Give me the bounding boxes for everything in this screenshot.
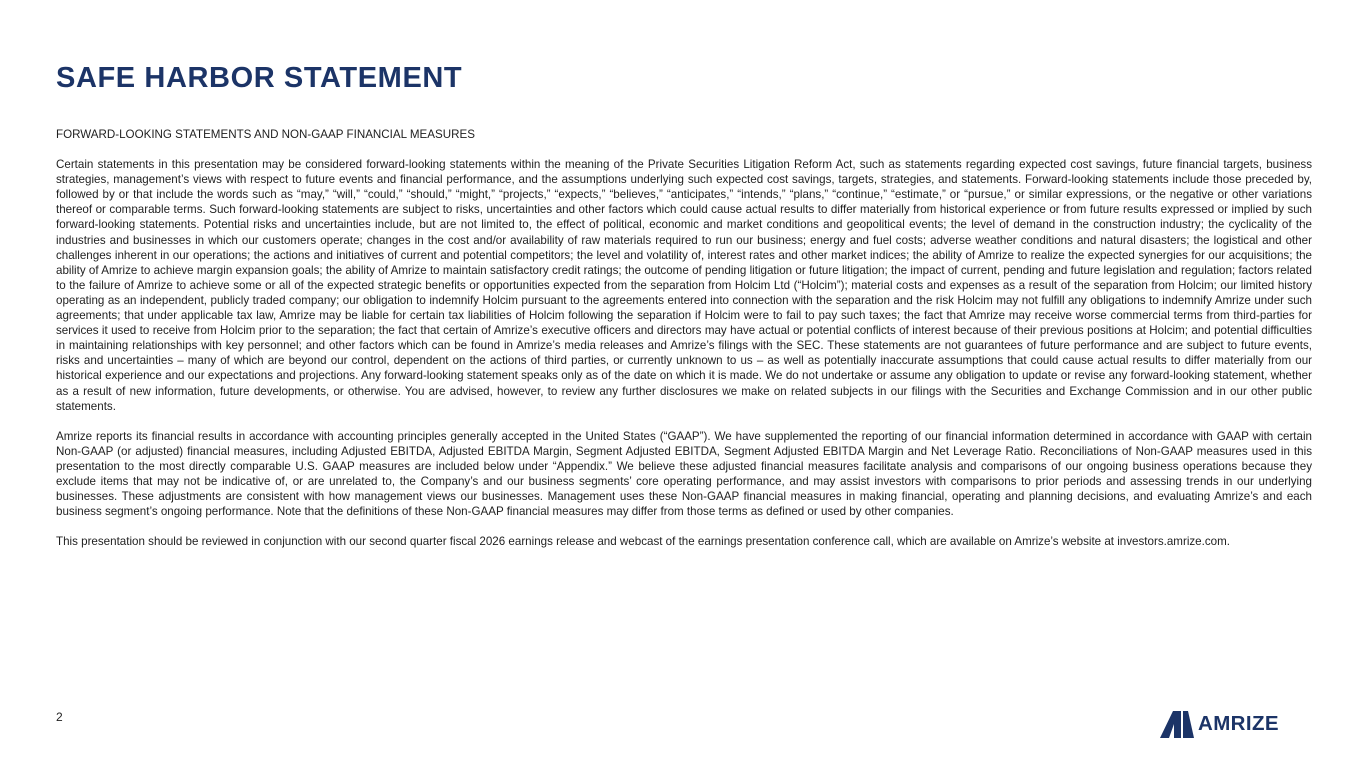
forward-looking-paragraph: Certain statements in this presentation may be considered forward-looking statements within the meaning of the Private Securities Litigation Reform Act, such as statements regarding expected cost savings, future financial targets, business strategies, management’s views with respect to future events and financial performance, and the assumptions underlying such expected cost savings, targets, strategies, and statements. Forward-looking statements include those preceded by, followed by or that include the words such as “may,” “will,” “could,” “should,” “might,” “projects,” “expects,” “believes,” “anticipates,” “intends,” “plans,” “continue,” “estimate,” or “pursue,” or similar expressions, or the negative or other variations thereof or comparable terms. Such forward-looking statements are subject to risks, uncertainties and other factors which could cause actual results to differ materially from historical experience or from future results expressed or implied by such forward-looking statements. Potential risks and uncertainties include, but are not limited to, the effect of political, economic and market conditions and geopolitical events; the level of demand in the construction industry; the cyclicality of the industries and businesses in which our customers operate; changes in the cost and/or availability of raw materials required to run our business; energy and fuel costs; adverse weather conditions and natural disasters; the logistical and other challenges inherent in our operations; the actions and initiatives of current and potential competitors; the level and volatility of, interest rates and other market indices; the ability of Amrize to realize the expected synergies for our acquisitions; the ability of Amrize to achieve margin expansion goals; the ability of Amrize to maintain satisfactory credit ratings; the outcome of pending litigation or future litigation; the impact of current, pending and future legislation and regulation; factors related to the failure of Amrize to achieve some or all of the expected strategic benefits or opportunities expected from the separation from Holcim Ltd (“Holcim”); material costs and expenses as a result of the separation from Holcim; our limited history operating as an independent, publicly traded company; our obligation to indemnify Holcim pursuant to the agreements entered into connection with the separation and the risk Holcim may not fulfill any obligations to indemnify Amrize under such agreements; that under applicable tax law, Amrize may be liable for certain tax liabilities of Holcim following the separation if Holcim were to fail to pay such taxes; the fact that Amrize may receive worse commercial terms from third-parties for services it used to receive from Holcim prior to the separation; the fact that certain of Amrize’s executive officers and directors may have actual or potential conflicts of interest because of their previous positions at Holcim; and potential difficulties in maintaining relationships with key personnel; and other factors which can be found in Amrize’s media releases and Amrize’s filings with the SEC. These statements are not guarantees of future performance and are subject to future events, risks and uncertainties – many of which are beyond our control, dependent on the actions of third parties, or currently unknown to us – as well as potentially inaccurate assumptions that could cause actual results to differ materially from our historical experience and our expectations and projections. Any forward-looking statement speaks only as of the date on which it is made. We do not undertake or assume any obligation to update or revise any forward-looking statement, whether as a result of new information, future developments, or otherwise. You are advised, however, to review any further disclosures we make on related subjects in our filings with the Securities and Exchange Commission and in our other public statements. bbox=[56, 158, 1312, 413]
page-number: 2 bbox=[56, 710, 63, 724]
amrize-a-mark-icon bbox=[1160, 711, 1194, 738]
safe-harbor-body bbox=[56, 127, 1312, 564]
logo-wordmark: AMRIZE bbox=[1198, 712, 1279, 735]
non-gaap-paragraph: Amrize reports its financial results in accordance with accounting principles generally accepted in the United States (“GAAP”). We have supplemented the reporting of our financial information determined in accordance with GAAP with certain Non-GAAP (or adjusted) financial measures, including Adjusted EBITDA, Adjusted EBITDA Margin, Segment Adjusted EBITDA, Segment Adjusted EBITDA Margin and Net Leverage Ratio. Reconciliations of Non-GAAP measures used in this presentation to the most directly comparable U.S. GAAP measures are included below under “Appendix.” We believe these adjusted financial measures facilitate analysis and comparisons of our ongoing business operations because they exclude items that may not be indicative of, or are unrelated to, the Company’s and our business segments’ core operating performance, and may assist investors with comparisons to prior periods and assessing trends in our underlying businesses. These adjustments are consistent with how management views our businesses. Management uses these Non-GAAP financial measures in making financial, operating and planning decisions, and evaluating Amrize’s and each business segment’s ongoing performance. Note that the definitions of these Non-GAAP financial measures may differ from those terms as defined or used by other companies. bbox=[56, 429, 1312, 519]
amrize-logo bbox=[1160, 709, 1279, 739]
earnings-release-paragraph: This presentation should be reviewed in conjunction with our second quarter fiscal 2026 earnings release and webcast of the earnings presentation conference call, which are available on Amrize’s website at investors.amrize.com. bbox=[56, 535, 1230, 549]
section-subheading: FORWARD-LOOKING STATEMENTS AND NON-GAAP FINANCIAL MEASURES bbox=[56, 128, 475, 141]
page-title: SAFE HARBOR STATEMENT bbox=[56, 62, 463, 94]
